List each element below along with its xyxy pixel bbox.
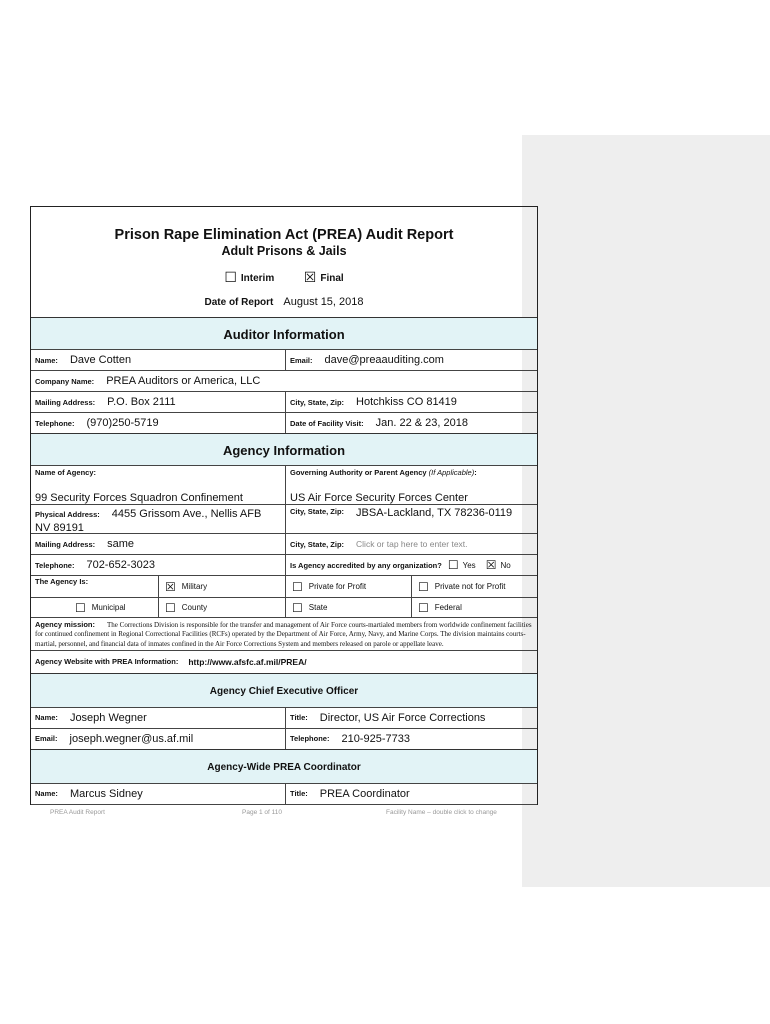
field-label: Name: bbox=[35, 789, 58, 799]
ceo-section-heading: Agency Chief Executive Officer bbox=[31, 673, 537, 707]
federal-checkbox[interactable]: ☐ bbox=[418, 600, 429, 615]
report-title: Prison Rape Elimination Act (PREA) Audit Report bbox=[114, 227, 454, 243]
physical-address-line2[interactable]: NV 89191 bbox=[35, 522, 84, 533]
final-label: Final bbox=[320, 273, 344, 284]
private-profit-label: Private for Profit bbox=[308, 582, 367, 591]
agency-mailing-field[interactable]: same bbox=[107, 538, 135, 550]
coordinator-title-field[interactable]: PREA Coordinator bbox=[319, 787, 410, 800]
field-label: Name: bbox=[35, 713, 58, 723]
federal-label: Federal bbox=[434, 603, 462, 612]
field-label: Title: bbox=[290, 713, 308, 723]
accreditation-question: Is Agency accredited by any organization? bbox=[290, 560, 442, 570]
field-label: Date of Facility Visit: bbox=[290, 418, 364, 428]
field-label: Email: bbox=[35, 734, 58, 744]
agency-row-phone bbox=[31, 554, 537, 575]
municipal-label: Municipal bbox=[91, 603, 126, 612]
field-label: Agency Website with PREA Information: bbox=[35, 657, 179, 667]
agency-mission-text[interactable]: The Corrections Division is responsible for the transfer and management of Air Force courts-martialed members from worldwide confinement facilities for continued confinement in Regional Correctional Facilities (RCFs) operated by the Department of Air Force, Army, Navy, and Marine Corps. The division maintains courts-martial, personnel, and financial data of inmates confined in the Air Force Corrections System and members released on parole or appellate leave. bbox=[35, 621, 532, 648]
agency-row-mailing bbox=[31, 533, 537, 554]
coordinator-name-field[interactable]: Marcus Sidney bbox=[69, 787, 143, 800]
footer-facility-name[interactable]: Facility Name – double click to change bbox=[386, 809, 497, 816]
ceo-row-name bbox=[31, 707, 537, 728]
field-label: Name of Agency: bbox=[35, 468, 96, 477]
agency-type-label: The Agency Is: bbox=[35, 577, 89, 586]
agency-website-row bbox=[31, 650, 537, 673]
agency-csz-field[interactable]: JBSA-Lackland, TX 78236-0119 bbox=[356, 507, 513, 519]
ceo-telephone-field[interactable]: 210-925-7733 bbox=[341, 732, 410, 745]
agency-website-link[interactable]: http://www.afsfc.af.mil/PREA/ bbox=[188, 656, 307, 667]
interim-label: Interim bbox=[240, 273, 275, 284]
field-label: City, State, Zip: bbox=[290, 507, 345, 516]
ceo-title-field[interactable]: Director, US Air Force Corrections bbox=[319, 711, 486, 724]
field-label: Mailing Address: bbox=[35, 397, 96, 407]
comments-margin-pane bbox=[522, 135, 770, 887]
agency-row-address bbox=[31, 504, 537, 533]
final-checkbox[interactable]: ☒ bbox=[303, 269, 317, 285]
private-nonprofit-label: Private not for Profit bbox=[434, 582, 506, 591]
report-date-value[interactable]: August 15, 2018 bbox=[283, 296, 364, 308]
auditor-email-field[interactable]: dave@preaauditing.com bbox=[324, 354, 444, 366]
agency-type-row-1 bbox=[31, 575, 537, 597]
audit-report-form bbox=[30, 206, 538, 805]
accredited-yes-checkbox[interactable]: ☐ bbox=[447, 558, 459, 572]
agency-name-field[interactable]: 99 Security Forces Squadron Confinement bbox=[35, 492, 243, 504]
agency-csz2-placeholder[interactable]: Click or tap here to enter text. bbox=[356, 539, 468, 549]
accredited-no-checkbox[interactable]: ☒ bbox=[485, 558, 497, 572]
ceo-row-contact bbox=[31, 728, 537, 749]
footer-page-number: Page 1 of 110 bbox=[242, 809, 282, 816]
military-label: Military bbox=[181, 582, 208, 591]
field-label: City, State, Zip: bbox=[290, 397, 345, 407]
field-label: Company Name: bbox=[35, 376, 95, 386]
physical-address-field[interactable]: 4455 Grissom Ave., Nellis AFB bbox=[111, 508, 262, 520]
state-label: State bbox=[308, 603, 328, 612]
private-nonprofit-checkbox[interactable]: ☐ bbox=[418, 579, 429, 594]
auditor-company-field[interactable]: PREA Auditors or America, LLC bbox=[106, 375, 261, 387]
field-label: Telephone: bbox=[290, 734, 330, 744]
field-label: City, State, Zip: bbox=[290, 539, 345, 549]
agency-mission-block bbox=[31, 617, 537, 650]
report-subtitle: Adult Prisons & Jails bbox=[221, 244, 347, 258]
accredited-yes-label: Yes bbox=[462, 560, 476, 570]
agency-row-name bbox=[31, 465, 537, 504]
report-date-row bbox=[31, 296, 537, 317]
field-label: Mailing Address: bbox=[35, 539, 96, 549]
field-label: Physical Address: bbox=[35, 510, 100, 519]
agency-type-row-2 bbox=[31, 597, 537, 617]
county-label: County bbox=[181, 603, 208, 612]
auditor-row-address bbox=[31, 391, 537, 412]
county-checkbox[interactable]: ☐ bbox=[165, 600, 176, 615]
auditor-row-company bbox=[31, 370, 537, 391]
accredited-no-label: No bbox=[500, 560, 511, 570]
governing-authority-field[interactable]: US Air Force Security Forces Center bbox=[290, 492, 468, 504]
field-label: Telephone: bbox=[35, 560, 75, 570]
field-label: Governing Authority or Parent Agency (If Applicable): bbox=[290, 468, 477, 477]
agency-telephone-field[interactable]: 702-652-3023 bbox=[86, 559, 155, 571]
field-label: Title: bbox=[290, 789, 308, 799]
field-label: Telephone: bbox=[35, 418, 75, 428]
footer-report-name: PREA Audit Report bbox=[50, 809, 105, 816]
agency-section-heading: Agency Information bbox=[31, 433, 537, 465]
report-date-label: Date of Report bbox=[204, 297, 274, 308]
field-label: Name: bbox=[35, 355, 58, 365]
municipal-checkbox[interactable]: ☐ bbox=[75, 600, 86, 615]
interim-checkbox[interactable]: ☐ bbox=[224, 269, 237, 285]
field-label: Email: bbox=[290, 355, 313, 365]
report-header bbox=[31, 227, 537, 317]
coordinator-section-heading: Agency-Wide PREA Coordinator bbox=[31, 749, 537, 783]
auditor-row-phone bbox=[31, 412, 537, 433]
report-type-options bbox=[31, 269, 537, 286]
auditor-telephone-field[interactable]: (970)250-5719 bbox=[86, 417, 159, 429]
military-checkbox[interactable]: ☒ bbox=[165, 579, 176, 594]
private-profit-checkbox[interactable]: ☐ bbox=[292, 579, 303, 594]
auditor-mailing-field[interactable]: P.O. Box 2111 bbox=[107, 396, 176, 408]
ceo-name-field[interactable]: Joseph Wegner bbox=[69, 711, 147, 724]
state-checkbox[interactable]: ☐ bbox=[292, 600, 303, 615]
agency-mission-label: Agency mission: bbox=[35, 620, 96, 629]
auditor-csz-field[interactable]: Hotchkiss CO 81419 bbox=[356, 396, 457, 408]
auditor-row-name bbox=[31, 349, 537, 370]
facility-visit-date-field[interactable]: Jan. 22 & 23, 2018 bbox=[375, 417, 468, 429]
auditor-name-field[interactable]: Dave Cotten bbox=[69, 354, 132, 366]
ceo-email-field[interactable]: joseph.wegner@us.af.mil bbox=[69, 732, 194, 745]
auditor-section-heading: Auditor Information bbox=[31, 317, 537, 349]
coordinator-row-name bbox=[31, 783, 537, 805]
